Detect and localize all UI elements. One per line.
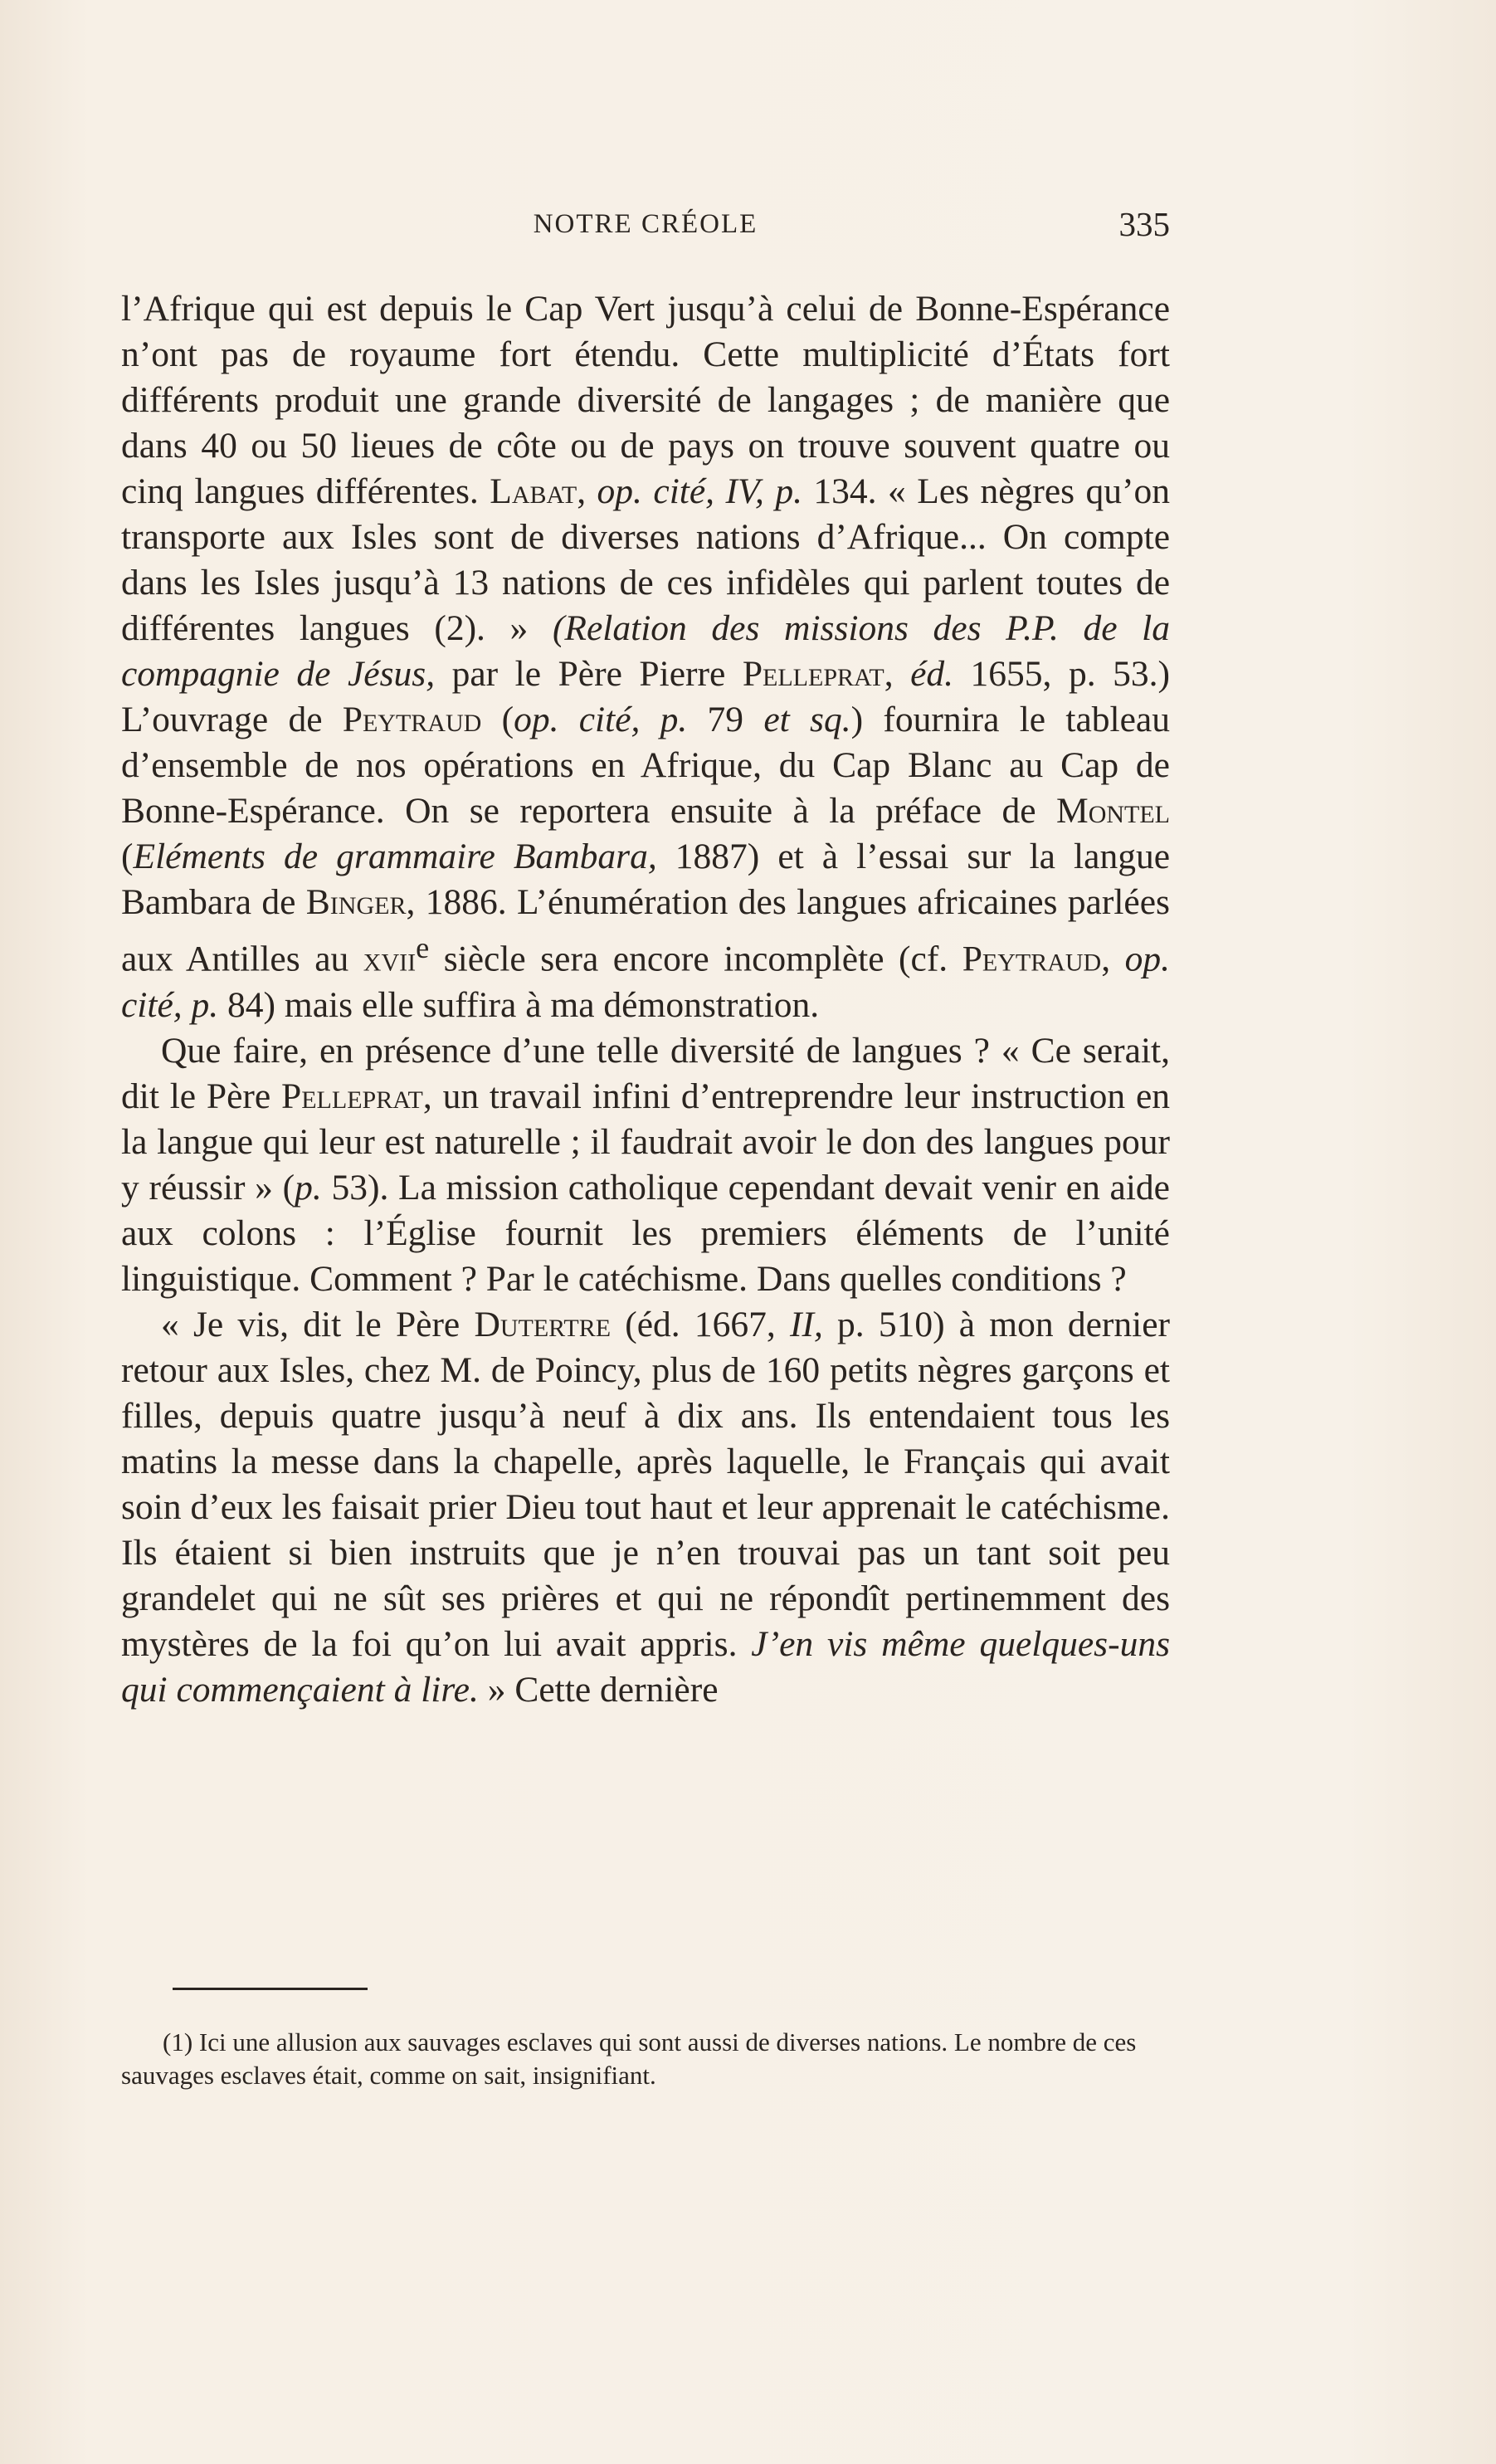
running-title: NOTRE CRÉOLE <box>533 209 758 239</box>
text-run: , <box>1101 939 1125 979</box>
author-name: Labat <box>490 471 577 511</box>
paragraph-3 <box>121 1302 1170 1713</box>
italic-citation: éd. <box>910 654 954 694</box>
footnote-1: (1) Ici une allusion aux sauvages esclaves qui sont aussi de diverses nations. Le nombre de ces sauvages esclaves était, comme on sait, insignifiant. <box>121 2027 1137 2090</box>
author-name: Pelleprat <box>281 1076 423 1116</box>
text-run: Que faire, en présence d’une telle diversité de langues ? « Ce serait, dit le Père <box>121 1030 1170 1116</box>
text-run: l’Afrique qui est depuis le Cap Vert jusqu’à celui de Bonne-Espérance n’ont pas de royaume fort étendu. Cette multiplicité d’États fort différents produit une grande diversité de langages ; de manière que dans 40 ou 50 lieues de côte ou de pays on trouve souvent quatre ou cinq langues différentes. <box>121 289 1170 511</box>
italic-citation: op. cité, IV, p. <box>597 471 802 511</box>
body-text <box>121 286 1170 1713</box>
text-run: , <box>577 471 597 511</box>
text-run: 53). La mission catholique cependant devait venir en aide aux colons : l’Église fournit les premiers éléments de l’unité linguistique. Comment ? Par le catéchisme. Dans quelles conditions ? <box>121 1167 1170 1299</box>
author-name: Pelleprat <box>742 654 884 694</box>
italic-citation: II, <box>789 1304 823 1344</box>
italic-citation: (Relation des missions des P.P. de la compagnie de Jésus, <box>121 608 1170 694</box>
text-run: , un travail infini d’entreprendre leur instruction en la langue qui leur est naturelle ; il faudrait avoir le don des langues pour y réussir » ( <box>121 1076 1170 1208</box>
text-run: , 1886. L’énumération des langues africaines parlées aux Antilles au <box>121 882 1170 979</box>
footnote-divider <box>173 1988 368 1990</box>
italic-citation: op. cité, p. <box>121 939 1170 1025</box>
text-run: » Cette dernière <box>478 1669 719 1710</box>
superscript: e <box>416 931 430 964</box>
text-run: ( <box>121 837 134 876</box>
text-run: 1887) et à l’essai sur la langue Bambara de <box>121 837 1171 922</box>
author-name: Montel <box>1056 791 1170 831</box>
text-run: (éd. 1667, <box>611 1304 790 1344</box>
text-run: ) fournira le tableau d’ensemble de nos opérations en Afrique, du Cap Blanc au Cap de Bonne-Espérance. On se reportera ensuite à la préface de <box>121 700 1170 831</box>
text-run: , <box>884 654 911 694</box>
italic-citation: op. cité, p. <box>514 700 688 739</box>
text-run: ( <box>481 700 514 739</box>
footnotes <box>121 2026 1170 2092</box>
author-name: Binger <box>305 882 407 922</box>
text-run: 84) mais elle suffira à ma démonstration. <box>218 984 820 1025</box>
text-run: 1655, p. 53.) L’ouvrage de <box>121 654 1170 739</box>
author-name: Peytraud <box>342 700 482 739</box>
text-run: siècle sera encore incomplète (cf. <box>429 939 962 979</box>
text-run: « Je vis, dit le Père <box>161 1304 475 1344</box>
text-run: 79 <box>687 700 764 739</box>
italic-citation: Eléments de grammaire Bambara, <box>133 837 657 876</box>
italic-citation: p. <box>295 1167 322 1208</box>
text-run: par le Père Pierre <box>435 654 743 694</box>
century-numeral: xvii <box>363 939 417 979</box>
text-run: 134. « Les nègres qu’on transporte aux Isles sont de diverses nations d’Afrique... On compte dans les Isles jusqu’à 13 nations de ces infidèles qui parlent toutes de différentes langues (2). » <box>121 471 1171 648</box>
text-run: p. 510) à mon dernier retour aux Isles, chez M. de Poincy, plus de 160 petits nègres garçons et filles, depuis quatre jusqu’à neuf à dix ans. Ils entendaient tous les matins la messe dans la chapelle, après laquelle, le Français qui avait soin d’eux les faisait prier Dieu tout haut et leur apprenait le catéchisme. Ils étaient si bien instruits que je n’en trouvai pas un tant soit peu grandelet qui ne sût ses prières et qui ne répondît pertinemment des mystères de la foi qu’on lui avait appris. <box>121 1304 1171 1664</box>
page-number: 335 <box>1118 205 1170 243</box>
paragraph-1 <box>121 286 1170 1028</box>
author-name: Dutertre <box>474 1304 612 1344</box>
italic-citation: et sq. <box>763 700 851 739</box>
page-header <box>121 205 1170 259</box>
author-name: Peytraud <box>962 939 1102 979</box>
italic-quote: J’en vis même quelques-uns qui commençaient à lire. <box>121 1623 1170 1710</box>
paragraph-2 <box>121 1028 1170 1302</box>
